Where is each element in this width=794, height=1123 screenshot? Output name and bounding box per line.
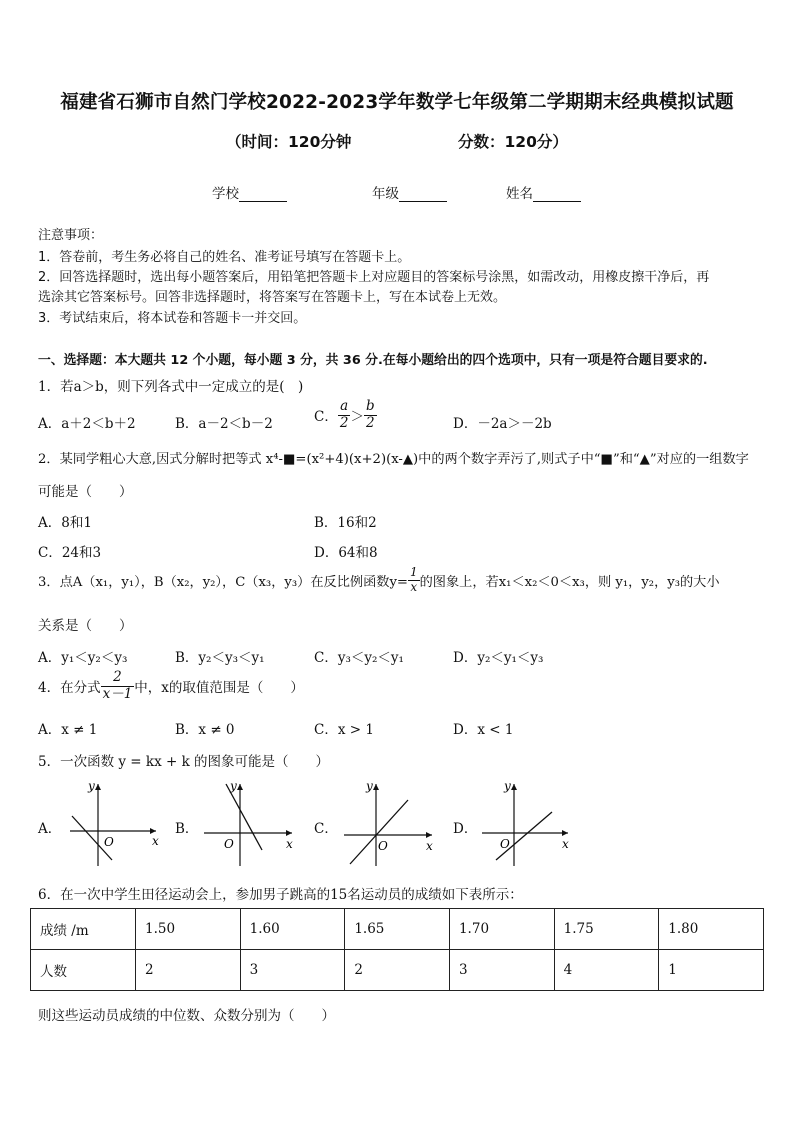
school-field: 学校 [212, 182, 287, 202]
table-cell: 1.70 [449, 909, 554, 950]
table-cell: 1.75 [554, 909, 659, 950]
table-cell: 成绩 /m [31, 909, 136, 950]
svg-text:O: O [378, 839, 388, 853]
note-3: 3．考试结束后，将本试卷和答题卡一并交回。 [38, 311, 307, 326]
q5-option-a-label: A． [38, 821, 62, 837]
q5-graph-b [200, 778, 300, 870]
q3-stem-line2: 关系是（ ） [38, 618, 133, 634]
table-cell: 4 [554, 950, 659, 991]
q6-score-table [30, 908, 764, 991]
note-2b: 选涂其它答案标号。回答非选择题时，将答案写在答题卡上，写在本试卷上无效。 [38, 290, 507, 305]
section-heading: 一、选择题：本大题共 12 个小题，每小题 3 分，共 36 分.在每小题给出的四个选项中，只有一项是符合题目要求的. [38, 353, 708, 368]
q3-option-d: D．y₂＜y₁＜y₃ [453, 650, 544, 666]
svg-text:x: x [286, 837, 293, 851]
notes-heading: 注意事项： [38, 228, 104, 243]
table-row [31, 950, 764, 991]
svg-text:O: O [104, 835, 114, 849]
q6-stem: 6．在一次中学生田径运动会上，参加男子跳高的15名运动员的成绩如下表所示： [38, 887, 523, 903]
score-info: 分数：120分） [458, 133, 568, 151]
table-cell: 2 [345, 950, 450, 991]
exam-title: 福建省石狮市自然门学校2022-2023学年数学七年级第二学期期末经典模拟试题 [60, 92, 734, 113]
table-cell: 1.50 [136, 909, 241, 950]
table-cell: 1.80 [659, 909, 764, 950]
table-cell: 3 [240, 950, 345, 991]
note-2a: 2．回答选择题时，选出每小题答案后，用铅笔把答题卡上对应题目的答案标号涂黑，如需改动，用橡皮擦干净后，再 [38, 270, 710, 285]
q1-option-d: D．－2a＞－2b [453, 416, 552, 432]
grade-field: 年级 [372, 182, 447, 202]
svg-text:x: x [562, 837, 569, 851]
q2-option-d: D．64和8 [314, 545, 378, 561]
q5-graph-c [340, 778, 440, 870]
q2-option-b: B．16和2 [314, 515, 377, 531]
q2-stem-line2: 可能是（ ） [38, 484, 133, 500]
q5-option-b-label: B． [175, 821, 199, 837]
svg-text:O: O [224, 837, 234, 851]
table-cell: 3 [449, 950, 554, 991]
table-cell: 1.60 [240, 909, 345, 950]
q6-followup: 则这些运动员成绩的中位数、众数分别为（ ） [38, 1008, 335, 1024]
table-cell: 人数 [31, 950, 136, 991]
q5-graph-a [62, 778, 162, 870]
q5-option-d-label: D． [453, 821, 478, 837]
q1-option-b: B．a－2＜b－2 [175, 416, 273, 432]
svg-text:y: y [366, 779, 373, 793]
q4-option-c: C．x > 1 [314, 722, 374, 738]
q3-stem-line1: 3．点A（x₁，y₁），B（x₂，y₂），C（x₃，y₃）在反比例函数y= $\frac{1}{x}$ 的图象上，若x₁＜x₂＜0＜x₃，则 y₁，y₂，y₃的大小 [38, 565, 720, 594]
q1-option-a: A．a＋2＜b＋2 [38, 416, 136, 432]
svg-text:y: y [230, 779, 237, 793]
table-cell: 1.65 [345, 909, 450, 950]
table-cell: 2 [136, 950, 241, 991]
q3-option-a: A．y₁＜y₂＜y₃ [38, 650, 128, 666]
q2-option-a: A．8和1 [38, 515, 92, 531]
q4-option-d: D．x < 1 [453, 722, 514, 738]
q1-option-c: C． $\frac{a}{2}$ ＞ $\frac{b}{2}$ [314, 398, 375, 431]
q3-option-b: B．y₂＜y₃＜y₁ [175, 650, 265, 666]
svg-text:y: y [88, 779, 95, 793]
name-field: 姓名 [506, 182, 581, 202]
table-row [31, 909, 764, 950]
q2-stem-line1: 2．某同学粗心大意,因式分解时把等式 x⁴-■=(x²+4)(x+2)(x-▲)中的两个数字弄污了,则式子中“■”和“▲”对应的一组数字 [38, 452, 749, 467]
svg-text:O: O [500, 837, 510, 851]
q5-stem: 5．一次函数 y = kx + k 的图象可能是（ ） [38, 754, 330, 770]
time-info: （时间：120分钟 [226, 133, 352, 151]
q5-graph-d [476, 778, 576, 870]
q4-option-b: B．x ≠ 0 [175, 722, 235, 738]
svg-text:y: y [504, 779, 511, 793]
svg-text:x: x [426, 839, 433, 853]
q2-option-c: C．24和3 [38, 545, 102, 561]
svg-text:x: x [152, 834, 159, 848]
q3-option-c: C．y₃＜y₂＜y₁ [314, 650, 404, 666]
q4-stem: 4．在分式 $\frac{2}{x-1}$ 中，x的取值范围是（ ） [38, 669, 304, 702]
q5-option-c-label: C． [314, 821, 338, 837]
q1-stem: 1．若a＞b，则下列各式中一定成立的是( ) [38, 379, 304, 395]
table-cell: 1 [659, 950, 764, 991]
note-1: 1．答卷前，考生务必将自己的姓名、准考证号填写在答题卡上。 [38, 250, 411, 265]
q4-option-a: A．x ≠ 1 [38, 722, 98, 738]
